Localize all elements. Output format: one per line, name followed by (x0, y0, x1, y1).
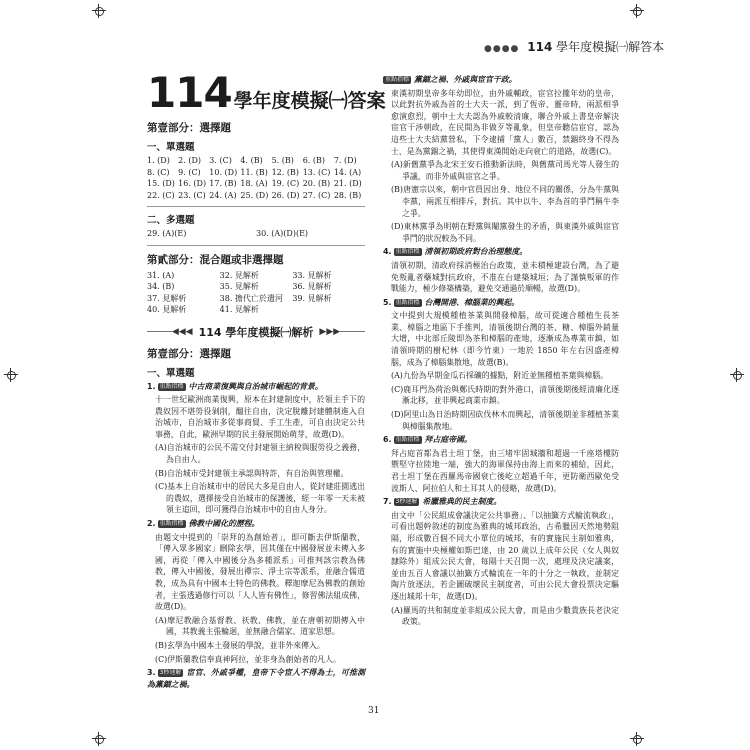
analysis-banner (147, 324, 365, 340)
single-answer-grid (147, 155, 365, 201)
registration-mark-top-left (92, 4, 106, 18)
option-note: (B)唐憲宗以來，朝中官員因出身、地位不同的關係，分為牛黨與李黨，兩派互相排斥，對抗。其中以牛、李為首的爭鬥稱牛李之爭。 (391, 185, 619, 218)
banner-line (147, 331, 172, 332)
answer-item: 24. (A) (209, 190, 237, 200)
question (383, 297, 619, 309)
option-note: (C)鹿耳門為荷治與鄭氏時期的對外港口，清領後期後經清廉化逐漸北移，並非興起商業市鎮。 (391, 384, 619, 406)
option-note: (A)九份為早期金瓜石採礦的據點，附近並無種植茶葉與樟腦。 (391, 371, 609, 381)
question (147, 518, 365, 530)
question-keypoint: 中古商業復興與自治城市崛起的背景。 (188, 381, 323, 391)
divider (147, 245, 365, 246)
single-choice-heading: 一、單選題 (147, 142, 195, 153)
question-number: 1. (147, 381, 156, 391)
part2-heading: 第貳部分：混合題或非選擇題 (147, 253, 284, 266)
banner-arrows-left: ◀◀◀ (171, 326, 193, 337)
running-head-dots: ●●●● (484, 44, 520, 54)
question (147, 667, 365, 690)
question (147, 381, 365, 393)
option-note: (D)阿里山為日治時期因砍伐林木而興起，清領後期並非種植茶業與樟腦集散地。 (391, 410, 619, 431)
question-badge: 3秒速解 (395, 498, 418, 506)
page-title (147, 68, 386, 117)
question (383, 246, 619, 258)
option-note: (A)摩尼教融合基督教、祆教、佛教，並在唐朝初期傳入中國，其教義主張輪迴，並無融合儒家、道家思想。 (155, 615, 365, 637)
question-explanation: 清領初期，清政府採消極治台政策，並未積極建設台灣，為了避免叛亂者藥城對抗政府，不准在台建築城垣；為了謹慎叛軍的作戰能力，極少修築構築，避免交通過於順暢，故選(D)。 (391, 260, 619, 294)
question-number: 2. (147, 519, 156, 529)
registration-mark-top-right (630, 4, 644, 18)
question-badge: 重點指標 (385, 76, 410, 83)
page-number: 31 (368, 706, 380, 716)
question-number: 7. (383, 497, 392, 507)
answer-item: 25. (D) (240, 190, 269, 200)
registration-mark-left (4, 368, 18, 382)
answer-item: 12. (B) (271, 167, 299, 177)
question-badge: 重點指標 (159, 520, 184, 528)
answer-item: 11. (B) (240, 167, 268, 177)
answer-item: 14. (A) (333, 167, 362, 177)
answer-item: 15. (D) (147, 179, 175, 188)
answer-item: 1. (D) (147, 156, 170, 165)
question (383, 74, 619, 86)
question-badge: 重點指標 (159, 382, 184, 390)
answer-item: 18. (A) (240, 179, 268, 188)
right-column (383, 72, 619, 630)
answer-item: 16. (D) (178, 179, 207, 188)
option-note: (C)伊斯蘭教信奉真神阿拉，並非身為創始者的凡人。 (155, 654, 341, 664)
question-badge: 3秒速解 (159, 669, 182, 677)
question-keypoint: 台灣開港、樟腦業的興起。 (424, 297, 520, 307)
answer-item: 21. (D) (333, 179, 362, 188)
answer-item: 3. (C) (209, 156, 232, 165)
answer-item: 36. 見解析 (292, 282, 332, 291)
answer-item: 32. 見解析 (219, 270, 259, 280)
answer-item: 22. (C) (147, 190, 175, 200)
question-explanation: 文中提到大規模種植茶業與開發樟腦，故可從適合種植生長茶業、樟腦之地區下手推判，清領後期台灣的茶、糖、樟腦外銷量大增，中北部丘陵即為茶和樟腦的產地，逐漸成為專業市鎮，如清領時期的樹杞林（即今竹東）一地於 1850 年左右因盛產樟腦，成為了樟腦集散地，故選(B)。 (391, 311, 619, 367)
divider (147, 206, 365, 207)
answer-item: 34. (B) (147, 282, 175, 291)
question-number: 5. (383, 297, 392, 307)
running-head (484, 38, 664, 55)
answer-item: 2. (D) (178, 156, 201, 165)
option-note: (D)東林黨爭為明朝在野黨與閹黨發生的矛盾，與東漢外戚與宦官爭鬥的狀況較為不同。 (391, 222, 619, 243)
registration-mark-right (730, 368, 744, 382)
left-column (147, 68, 386, 692)
question-number: 4. (383, 247, 392, 257)
answer-item: 17. (B) (209, 179, 237, 188)
banner-arrows-right: ▶▶▶ (319, 326, 341, 337)
answer-item: 27. (C) (302, 190, 331, 200)
answer-item: 6. (B) (302, 156, 325, 165)
multi-answer-grid (147, 228, 365, 240)
answer-item: 20. (B) (302, 179, 331, 188)
answer-item: 30. (A)(D)(E) (256, 229, 309, 238)
question (383, 496, 619, 508)
question-keypoint: 清領初期政府對台治理態度。 (424, 247, 528, 257)
option-note: (A)羅馬的共和制度並非組成公民大會，而是由少數貴族長老決定政策。 (391, 605, 619, 627)
banner-line (340, 331, 365, 332)
part2-answer-grid (147, 270, 365, 316)
answer-item: 40. 見解析 (147, 305, 187, 314)
option-note: (A)新舊黨爭為北宋王安石推動新法時，與舊黨司馬光等人發生的爭議，而非外戚與宦官之爭。 (391, 160, 619, 181)
question (383, 434, 619, 446)
answer-item: 38. 擔代亡於遺河 (219, 293, 283, 303)
question-badge: 重點指標 (395, 298, 420, 306)
title-number: 114 (147, 68, 232, 117)
banner-title: 114 學年度模擬㈠解析 (198, 325, 314, 339)
answer-item: 26. (D) (271, 190, 300, 200)
answer-item: 4. (B) (240, 156, 263, 165)
registration-mark-bottom-left (92, 732, 106, 746)
answer-item: 5. (B) (271, 156, 294, 165)
question-badge: 重點指標 (395, 248, 420, 256)
running-head-text: 學年度模擬㈠解答本 (556, 40, 665, 54)
question-explanation: 拜占庭首都為君士坦丁堡，由三堵牢固城牆和超過一千座塔樓防禦堅守拉陸地一端，強大的海軍保持由海上而來的補給，因此，君士坦丁堡在西羅馬帝國衰亡後屹立超過千年，更防衛西歐免受波斯人、阿拉伯人和土耳其人的侵略，故選(D)。 (391, 448, 619, 493)
answer-item: 19. (C) (271, 179, 300, 188)
registration-mark-bottom-right (630, 732, 644, 746)
question-number: 6. (383, 435, 392, 445)
part1-heading: 第壹部分：選擇題 (147, 122, 231, 134)
analysis-single-heading: 一、單選題 (147, 367, 195, 379)
answer-item: 7. (D) (333, 156, 357, 165)
analysis-questions (147, 381, 365, 691)
question-explanation: 東漢初期皇帝多年幼即位，由外戚輔政，宦官拉攏年幼的皇帝，以此對抗外戚為首的士大夫一派，到了恆帝、靈帝時，兩派相爭愈演愈烈，朝中士大夫認為外戚較清廉，聯合外戚上書皇帝解決宦官干涉朝政，在民間為非做歹等亂象，但皇帝聽信宦官，認為這些士大夫結黨營私，下令逮捕「黨人」數百，禁錮終身不得為士，是為黨錮之禍，其使得東漢開始走向衰亡的道路，故選(C)。 (391, 88, 619, 156)
answer-item: 37. 見解析 (147, 293, 187, 303)
question-keypoint: 拜占庭帝國。 (424, 435, 472, 445)
question-badge: 重點指標 (395, 436, 420, 444)
running-head-number: 114 (527, 40, 553, 54)
answer-item: 28. (B) (333, 190, 362, 200)
answer-item: 8. (C) (147, 167, 170, 177)
question-explanation: 十一世紀歐洲商業復興，原本在封建制度中，於領主手下的農奴因不堪勞役剝削，醞往自由，決定脫離封建體制進入自治城市，自治城市多從事商貿、手工生產，可自由決定公共事務，自此，歐洲早期的民主發展開始萌芽，故選(D)。 (155, 395, 365, 439)
answer-item: 10. (D) (209, 167, 238, 177)
option-note: (C)基本上自治城市中的居民大多是自由人，從封建莊園逃出的農奴，選擇接受自治城市的保護後，經一年零一天未被領主追回，即可獲得自治城市中的自由人身分。 (155, 482, 365, 515)
question-keypoint: 宦官、外戚爭權，皇帝下令宦人不得為士，可推測為黨錮之禍。 (147, 668, 365, 689)
answer-item: 29. (A)(E) (147, 229, 187, 238)
answer-item: 33. 見解析 (292, 270, 332, 280)
option-note: (B)自治城市受封建領主承認與特許，有自治與管理權。 (155, 468, 349, 478)
title-rest: 學年度模擬㈠答案 (233, 90, 386, 112)
answer-item: 13. (C) (302, 167, 331, 177)
option-note: (B)玄學為中國本土發展的學說，並非外來傳入。 (155, 640, 325, 650)
answer-item: 9. (C) (178, 167, 201, 177)
question-keypoint: 希臘雅典的民主制度。 (422, 497, 502, 507)
answer-item: 31. (A) (147, 270, 175, 280)
question-keypoint: 黨錮之禍、外戚與宦官干政。 (414, 75, 517, 84)
question-number: 3. (147, 668, 156, 678)
question-explanation: 由文中「公民組成會議決定公共事務」、「以抽籤方式輪流執政」，可看出題幹敘述的制度為雅典的城邦政治，古希臘因天然地勢阻隔，形成數百個不同大小單位的城邦，有的實施民主制如雅典，有的實施中央極權如斯巴達，由 20 歲以上成年公民（女人與奴隸除外）組成公民大會，每隔十天召開一次，處理及決定議案，並由五百人會議以抽籤方式輪流在一年的十分之一執政，並制定陶片放逐法，若企圖破壞民主制度者，可由公民大會投票決定驅逐出城邦十年，故選(D)。 (391, 510, 619, 601)
answer-item: 23. (C) (178, 190, 206, 200)
answer-item: 35. 見解析 (219, 282, 259, 291)
analysis-heading: 第壹部分：選擇題 (147, 347, 231, 360)
answer-item: 39. 見解析 (292, 293, 332, 303)
answer-item: 41. 見解析 (219, 305, 259, 314)
multi-choice-heading: 二、多選題 (147, 215, 195, 226)
question-explanation: 由題文中提到的「崇拜的為創始者」，即可斷去伊斯蘭教，「傳入眾多國家」刪除玄學，因其僅在中國發展並未傳入多國，再從「傳入中國後分為多種派系」可推判該宗教為佛教，傳入中國後，發展出禪宗、淨土宗等派系，並融合儒道教，成為具有中國本土特色的佛教。釋迦摩尼為佛教的創始者，主張透過修行可以「人人皆有佛性」，修習佛法組成佛，故選(D)。 (155, 532, 365, 612)
question-keypoint: 佛教中國化的歷程。 (188, 519, 260, 529)
option-note: (A)自治城市的公民不需交付封建領主納稅與服勞役之義務，為自由人。 (155, 443, 365, 465)
answer-empty (292, 304, 365, 316)
